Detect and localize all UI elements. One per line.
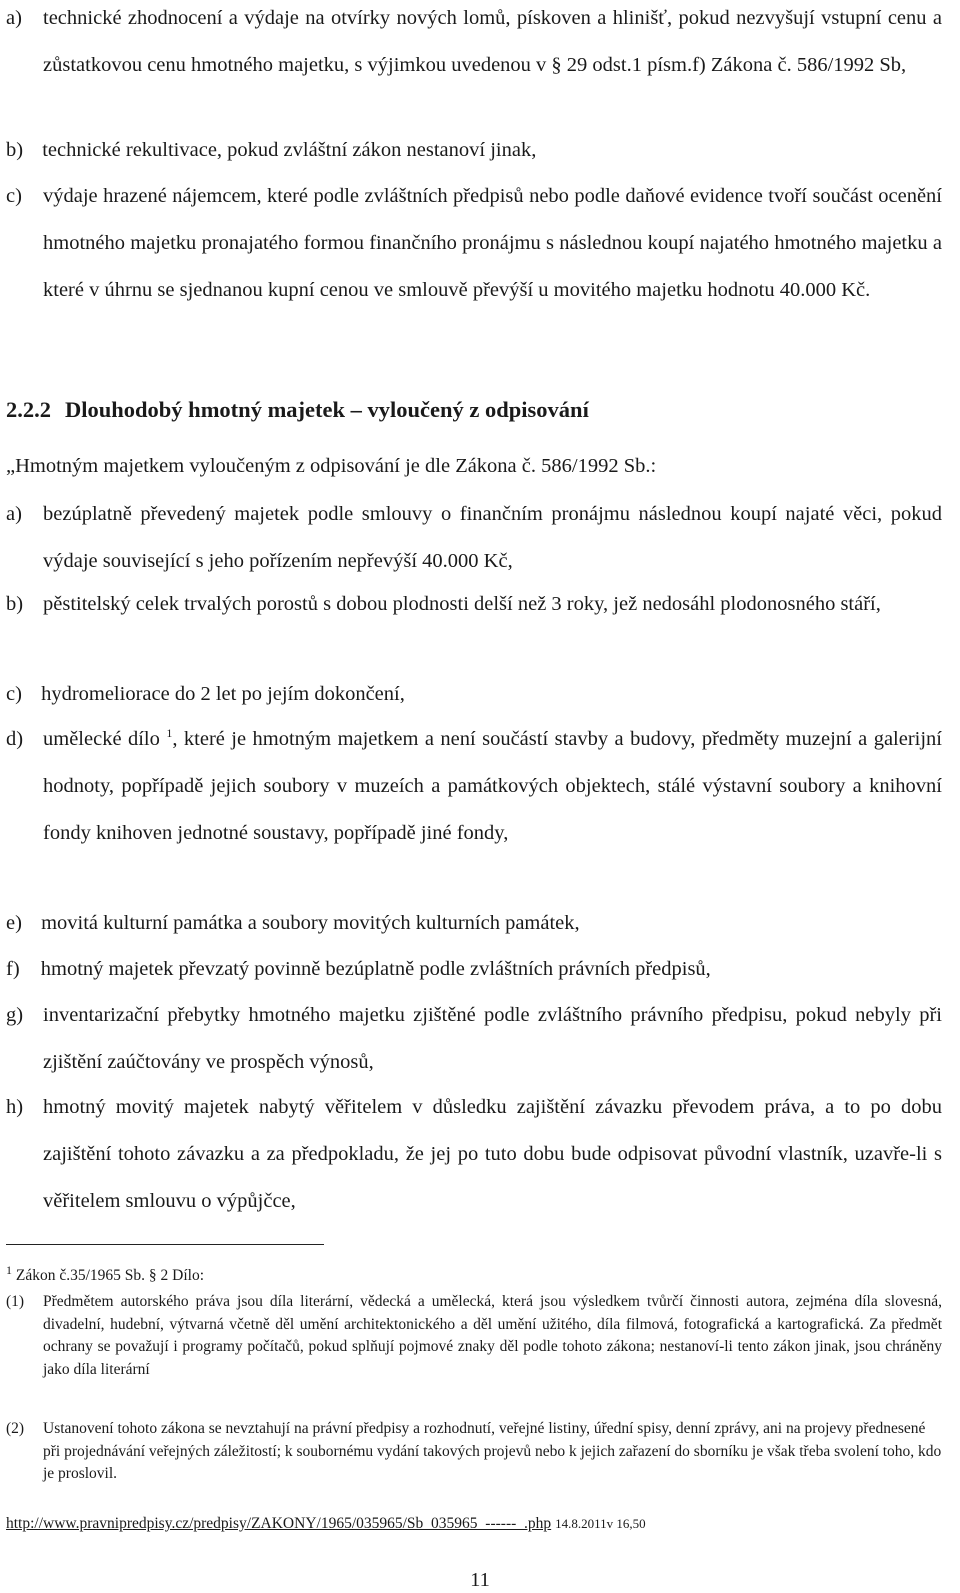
list-item-text: hydromeliorace do 2 let po jejím dokončení, [41, 683, 405, 705]
section-number: 2.2.2 [6, 397, 51, 422]
footnote-lead [6, 1262, 942, 1288]
footnote-source [6, 1513, 646, 1536]
list-item-text: technické rekultivace, pokud zvláštní zákon nestanoví jinak, [42, 139, 537, 161]
list-item-a-top [6, 0, 942, 89]
list-item-h [6, 1084, 942, 1225]
list-item-text: bezúplatně převedený majetek podle smlouvy o finančním pronájmu následnou koupí najaté věci, pokud výdaje související s jeho pořízením nepřevýší 40.000 Kč, [43, 503, 942, 572]
footnote-lead-text: Zákon č.35/1965 Sb. § 2 Dílo: [15, 1267, 205, 1284]
footnote-item-2 [6, 1418, 942, 1486]
list-item-e [6, 900, 942, 947]
footnote-reference: 1 [166, 726, 173, 741]
list-item-text: movitá kulturní památka a soubory movitých kulturních památek, [41, 912, 580, 934]
list-marker: c) [6, 683, 22, 705]
list-marker: a) [6, 7, 22, 29]
list-marker: b) [6, 593, 24, 615]
list-item-text-part: umělecké dílo [43, 728, 160, 750]
list-item-g [6, 992, 942, 1086]
footnote-item-text: Ustanovení tohoto zákona se nevztahují na právní předpisy a rozhodnutí, veřejné listiny, úřední spisy, denní zprávy, ani na projevy přednesené při projednávání veřejných záležitostí; k soubornému vydání takových projevů nebo k jejich zařazení do sborníku je však třeba svolení toho, kdo je proslovil. [43, 1420, 942, 1482]
list-marker: c) [6, 185, 22, 207]
source-link[interactable]: http://www.pravnipredpisy.cz/predpisy/ZAKONY/1965/035965/Sb_035965_------_.php [6, 1515, 552, 1532]
list-item-text [43, 716, 942, 857]
page-number: 11 [470, 1569, 490, 1591]
list-item-b-top [6, 127, 942, 174]
list-item-text-part: , které je hmotným majetkem a není součástí stavby a budovy, předměty muzejní a galerijní hodnoty, popřípadě jejich soubory v muzeích a památkových objektech, stálé výstavní soubory a knihovní fondy knihoven jednotné soustavy, popřípadě jiné fondy, [43, 728, 943, 844]
list-item-text: pěstitelský celek trvalých porostů s dobou plodnosti delší než 3 roky, jež nedosáhl plodonosného stáří, [43, 593, 881, 615]
access-date: 14.8.2011v 16,50 [555, 1516, 646, 1531]
list-item-text: technické zhodnocení a výdaje na otvírky nových lomů, pískoven a hlinišť, pokud nezvyšují vstupní cenu a zůstatkovou cenu hmotného majetku, s výjimkou uvedenou v § 29 odst.1 písm.f) Zákona č. 586/1992 Sb, [43, 7, 942, 76]
list-marker: b) [6, 139, 24, 161]
section-title: Dlouhodobý hmotný majetek – vyloučený z odpisování [65, 397, 589, 422]
footnote-item-marker: (2) [6, 1420, 25, 1437]
list-item-text: výdaje hrazené nájemcem, které podle zvláštních předpisů nebo podle daňové evidence tvoří součást ocenění hmotného majetku pronajatého formou finančního pronájmu s následnou koupí najatého hmotného majetku a které v úhrnu se sjednanou kupní cenou ve smlouvě převýší u movitého majetku hodnotu 40.000 Kč. [43, 185, 942, 301]
list-item-c [6, 671, 942, 718]
list-marker: f) [6, 958, 20, 980]
list-marker: h) [6, 1096, 24, 1118]
footnote-item-text: Předmětem autorského práva jsou díla literární, vědecká a umělecká, která jsou výsledkem tvůrčí činnosti autora, zejména díla slovesná, divadelní, hudební, výtvarná včetně děl umění architektonického a děl umění užitého, díla filmová, fotografická a kartografická. Za předmět ochrany se považují i programy počítačů, pokud splňují pojmové znaky děl podle tohoto zákona; nestanoví-li tento zákon jinak, jsou chráněny jako díla literární [43, 1293, 942, 1378]
list-item-b [6, 581, 942, 628]
list-item-c-top [6, 173, 942, 314]
list-item-text: hmotný majetek převzatý povinně bezúplatně podle zvláštních právních předpisů, [40, 958, 711, 980]
list-item-d [6, 716, 942, 857]
footnote-separator [6, 1244, 324, 1245]
list-item-a [6, 491, 942, 585]
list-item-f [6, 946, 942, 993]
intro-paragraph: „Hmotným majetkem vyloučeným z odpisování je dle Zákona č. 586/1992 Sb.: [6, 455, 657, 477]
footnote-mark: 1 [6, 1262, 12, 1277]
list-marker: g) [6, 1004, 24, 1026]
list-marker: d) [6, 728, 24, 750]
footnote-item-marker: (1) [6, 1293, 25, 1310]
list-item-text: inventarizační přebytky hmotného majetku zjištěné podle zvláštního právního předpisu, pokud nebyly při zjištění zaúčtovány ve prospěch výnosů, [43, 1004, 942, 1073]
list-marker: a) [6, 503, 22, 525]
footnote-item-1 [6, 1291, 942, 1381]
section-heading [6, 386, 589, 433]
list-marker: e) [6, 912, 22, 934]
list-item-text: hmotný movitý majetek nabytý věřitelem v důsledku zajištění závazku převodem práva, a to po dobu zajištění tohoto závazku a za předpokladu, že jej po tuto dobu bude odpisovat původní vlastník, uzavře-li s věřitelem smlouvu o výpůjčce, [43, 1096, 942, 1212]
